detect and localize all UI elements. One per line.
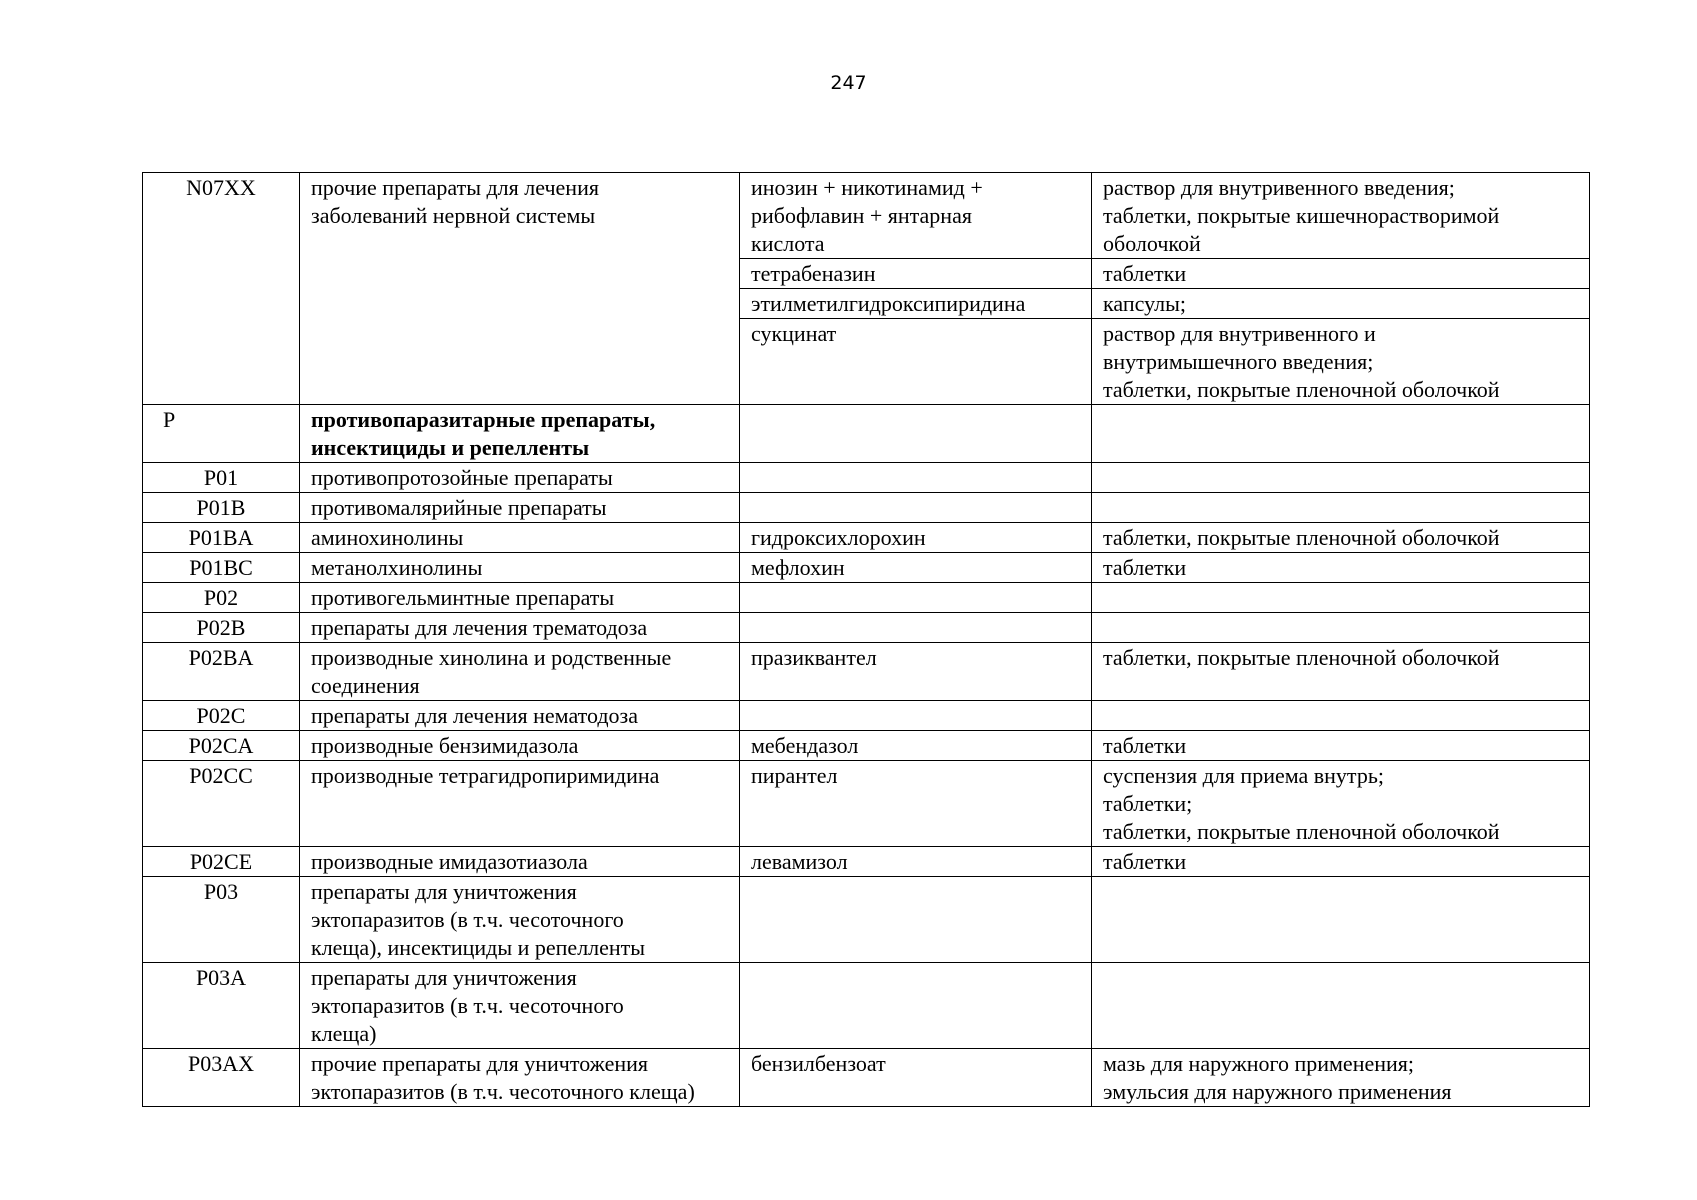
group-name-cell: прочие препараты для уничтожения эктопаразитов (в т.ч. чесоточного клеща) xyxy=(300,1049,740,1107)
group-name-cell: аминохинолины xyxy=(300,523,740,553)
drug-name-cell xyxy=(740,405,1092,463)
atc-code-cell: P02CA xyxy=(143,731,300,761)
dosage-form-cell: таблетки, покрытые пленочной оболочкой xyxy=(1092,523,1590,553)
dosage-form-cell xyxy=(1092,877,1590,963)
table-row xyxy=(143,761,1590,847)
drug-name-cell: мебендазол xyxy=(740,731,1092,761)
dosage-form-cell: капсулы; xyxy=(1092,289,1590,319)
drug-name-cell: левамизол xyxy=(740,847,1092,877)
drug-name-cell xyxy=(740,963,1092,1049)
dosage-form-cell: суспензия для приема внутрь; таблетки; таблетки, покрытые пленочной оболочкой xyxy=(1092,761,1590,847)
drug-name-cell xyxy=(740,493,1092,523)
atc-code-cell: P02CE xyxy=(143,847,300,877)
atc-code-cell: P xyxy=(143,405,300,463)
table-row xyxy=(143,731,1590,761)
dosage-form-cell: мазь для наружного применения; эмульсия для наружного применения xyxy=(1092,1049,1590,1107)
drug-name-cell: этилметилгидроксипиридина xyxy=(740,289,1092,319)
group-name-cell: производные бензимидазола xyxy=(300,731,740,761)
dosage-form-cell: раствор для внутривенного введения; таблетки, покрытые кишечнорастворимой оболочкой xyxy=(1092,173,1590,259)
group-name-cell: противомалярийные препараты xyxy=(300,493,740,523)
dosage-form-cell: таблетки xyxy=(1092,553,1590,583)
atc-code-cell: P01 xyxy=(143,463,300,493)
table-row xyxy=(143,493,1590,523)
atc-code-cell: P01B xyxy=(143,493,300,523)
atc-code-cell: P01BC xyxy=(143,553,300,583)
drug-name-cell xyxy=(740,613,1092,643)
dosage-form-cell xyxy=(1092,493,1590,523)
dosage-form-cell: раствор для внутривенного и внутримышечного введения; таблетки, покрытые пленочной оболочкой xyxy=(1092,319,1590,405)
group-name-cell: прочие препараты для лечения заболеваний нервной системы xyxy=(300,173,740,405)
table-row xyxy=(143,1049,1590,1107)
atc-code-cell: P03AX xyxy=(143,1049,300,1107)
table-row xyxy=(143,583,1590,613)
group-name-cell: препараты для лечения нематодоза xyxy=(300,701,740,731)
atc-code-cell: P01BA xyxy=(143,523,300,553)
table-row xyxy=(143,643,1590,701)
dosage-form-cell xyxy=(1092,701,1590,731)
table-row xyxy=(143,553,1590,583)
dosage-form-cell: таблетки, покрытые пленочной оболочкой xyxy=(1092,643,1590,701)
group-name-cell: производные тетрагидропиримидина xyxy=(300,761,740,847)
drug-name-cell: празиквантел xyxy=(740,643,1092,701)
group-name-cell: метанолхинолины xyxy=(300,553,740,583)
drug-name-cell: мефлохин xyxy=(740,553,1092,583)
drug-name-cell: гидроксихлорохин xyxy=(740,523,1092,553)
atc-code-cell: P02 xyxy=(143,583,300,613)
drug-name-cell: тетрабеназин xyxy=(740,259,1092,289)
atc-code-cell: P03 xyxy=(143,877,300,963)
group-name-cell: противогельминтные препараты xyxy=(300,583,740,613)
dosage-form-cell xyxy=(1092,583,1590,613)
group-name-cell: производные имидазотиазола xyxy=(300,847,740,877)
table-row xyxy=(143,701,1590,731)
page-number: 247 xyxy=(830,72,867,94)
dosage-form-cell xyxy=(1092,463,1590,493)
group-name-cell: противопротозойные препараты xyxy=(300,463,740,493)
drug-name-cell: инозин + никотинамид + рибофлавин + янтарная кислота xyxy=(740,173,1092,259)
drug-name-cell xyxy=(740,701,1092,731)
drug-name-cell xyxy=(740,463,1092,493)
group-name-cell: производные хинолина и родственные соединения xyxy=(300,643,740,701)
atc-code-cell: P02BA xyxy=(143,643,300,701)
table-row xyxy=(143,463,1590,493)
table-row xyxy=(143,847,1590,877)
atc-code-cell: P02B xyxy=(143,613,300,643)
drug-name-cell xyxy=(740,877,1092,963)
drug-table-body xyxy=(143,173,1590,1107)
dosage-form-cell xyxy=(1092,963,1590,1049)
atc-code-cell: N07XX xyxy=(143,173,300,405)
dosage-form-cell xyxy=(1092,405,1590,463)
atc-code-cell: P03A xyxy=(143,963,300,1049)
drug-table xyxy=(142,172,1590,1107)
group-name-cell: препараты для уничтожения эктопаразитов (в т.ч. чесоточного клеща), инсектициды и репелленты xyxy=(300,877,740,963)
dosage-form-cell: таблетки xyxy=(1092,259,1590,289)
table-row xyxy=(143,523,1590,553)
group-name-cell: препараты для лечения трематодоза xyxy=(300,613,740,643)
table-row xyxy=(143,405,1590,463)
dosage-form-cell: таблетки xyxy=(1092,731,1590,761)
atc-code-cell: P02C xyxy=(143,701,300,731)
table-row xyxy=(143,877,1590,963)
group-name-cell: противопаразитарные препараты, инсектициды и репелленты xyxy=(300,405,740,463)
group-name-cell: препараты для уничтожения эктопаразитов (в т.ч. чесоточного клеща) xyxy=(300,963,740,1049)
drug-name-cell: сукцинат xyxy=(740,319,1092,405)
table-row xyxy=(143,173,1590,259)
atc-code-cell: P02CC xyxy=(143,761,300,847)
dosage-form-cell: таблетки xyxy=(1092,847,1590,877)
drug-name-cell: бензилбензоат xyxy=(740,1049,1092,1107)
table-row xyxy=(143,963,1590,1049)
dosage-form-cell xyxy=(1092,613,1590,643)
drug-name-cell xyxy=(740,583,1092,613)
drug-name-cell: пирантел xyxy=(740,761,1092,847)
table-row xyxy=(143,613,1590,643)
